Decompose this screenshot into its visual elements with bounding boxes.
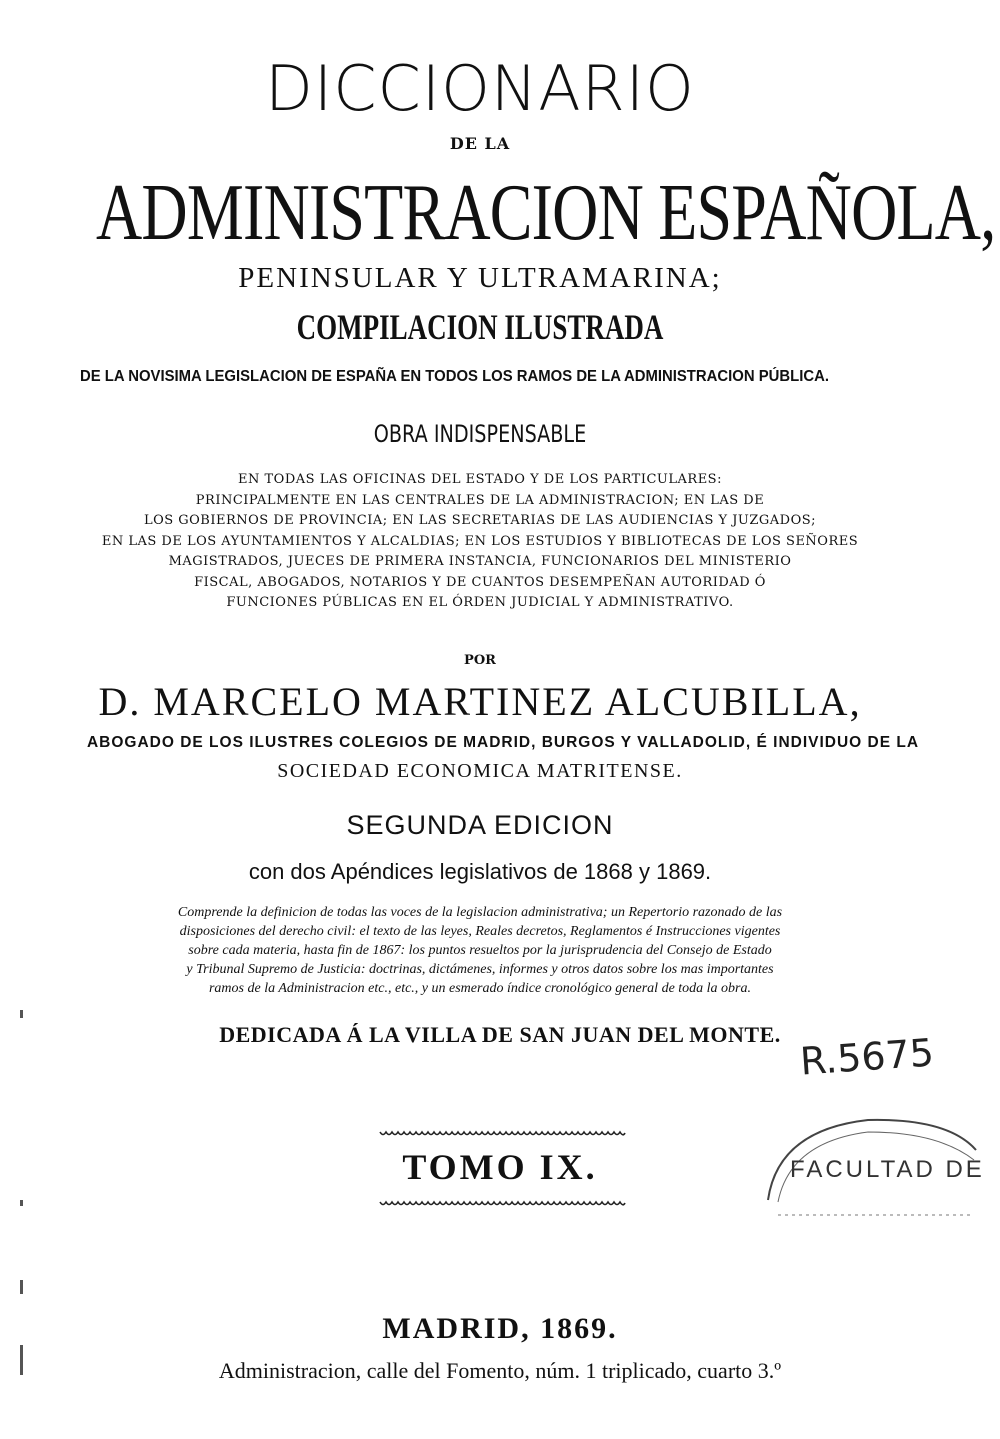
description-line: ramos de la Administracion etc., etc., y un esmerado índice cronológico general de toda la obra.: [208, 981, 752, 996]
title-de-la: DE LA: [449, 134, 511, 153]
purpose-line: LOS GOBIERNOS DE PROVINCIA; EN LAS SECRETARIAS DE LAS AUDIENCIAS Y JUZGADOS;: [143, 513, 817, 528]
description-line: Comprende la definicion de todas las voces de la legislacion administrativa; un Repertorio razonado de las: [177, 905, 783, 920]
description-line: y Tribunal Supremo de Justicia: doctrinas, dictámenes, informes y otros datos sobre los mas importantes: [186, 962, 774, 977]
margin-mark: [20, 1345, 23, 1375]
ornament-rule-bottom: [380, 1200, 625, 1208]
author-por: POR: [464, 653, 496, 668]
description-line: disposiciones del derecho civil: el texto de las leyes, Reales decretos, Reglamentos é Instrucciones vigentes: [179, 924, 781, 939]
author-name: D. MARCELO MARTINEZ ALCUBILLA,: [98, 679, 862, 724]
purpose-line: EN TODAS LAS OFICINAS DEL ESTADO Y DE LOS PARTICULARES:: [238, 472, 722, 487]
ornament-rule-top: [380, 1130, 625, 1138]
description-line: sobre cada materia, hasta fin de 1867: los puntos resueltos por la jurisprudencia del Consejo de Estado: [188, 943, 772, 958]
stamp-text: FACULTAD DE: [790, 1156, 985, 1183]
dedication: DEDICADA Á LA VILLA DE SAN JUAN DEL MONTE.: [219, 1022, 781, 1047]
handwritten-shelf-mark: R.5675: [798, 1030, 936, 1084]
author-credentials: ABOGADO DE LOS ILUSTRES COLEGIOS DE MADRID, BURGOS Y VALLADOLID, É INDIVIDUO DE LA: [86, 734, 920, 751]
purpose-paragraph: [80, 470, 880, 614]
purpose-line: MAGISTRADOS, JUECES DE PRIMERA INSTANCIA, FUNCIONARIOS DEL MINISTERIO: [168, 554, 792, 569]
margin-mark: [20, 1200, 23, 1206]
contents-description: [80, 903, 880, 998]
margin-mark: [20, 1280, 23, 1294]
edition-label: SEGUNDA EDICION: [346, 810, 614, 840]
imprint-place-year: MADRID, 1869.: [382, 1312, 618, 1345]
purpose-line: FISCAL, ABOGADOS, NOTARIOS Y DE CUANTOS DESEMPEÑAN AUTORIDAD Ó: [194, 574, 766, 590]
purpose-line: FUNCIONES PÚBLICAS EN EL ÓRDEN JUDICIAL Y ADMINISTRATIVO.: [226, 595, 734, 610]
edition-appendices: con dos Apéndices legislativos de 1868 y 1869.: [248, 859, 712, 884]
purpose-line: EN LAS DE LOS AYUNTAMIENTOS Y ALCALDIAS; EN LOS ESTUDIOS Y BIBLIOTECAS DE LOS SEÑORES: [101, 533, 859, 549]
imprint-address: Administracion, calle del Fomento, núm. 1 triplicado, cuarto 3.º: [218, 1358, 782, 1383]
title-administracion: ADMINISTRACION ESPAÑOLA,: [96, 169, 996, 257]
obra-indispensable: OBRA INDISPENSABLE: [373, 420, 587, 448]
subtitle-legislacion: DE LA NOVISIMA LEGISLACION DE ESPAÑA EN TODOS LOS RAMOS DE LA ADMINISTRACION PÚBLICA.: [80, 368, 829, 385]
author-society: SOCIEDAD ECONOMICA MATRITENSE.: [277, 760, 683, 782]
subtitle-compilacion: COMPILACION ILUSTRADA: [296, 307, 664, 347]
volume-number: TOMO IX.: [402, 1147, 598, 1187]
margin-mark: [20, 1010, 23, 1018]
subtitle-peninsular: PENINSULAR Y ULTRAMARINA;: [238, 262, 722, 294]
title-diccionario: DICCIONARIO: [265, 52, 695, 125]
purpose-line: PRINCIPALMENTE EN LAS CENTRALES DE LA ADMINISTRACION; EN LAS DE: [195, 492, 765, 508]
